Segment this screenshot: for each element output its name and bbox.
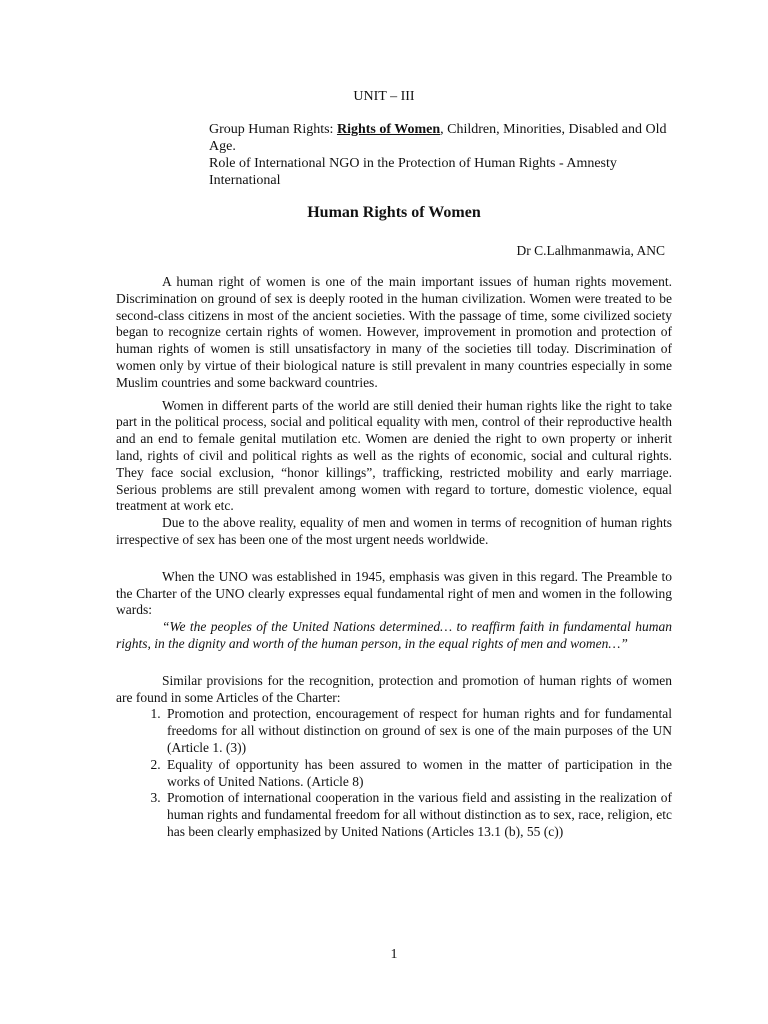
syllabus-highlight: Rights of Women — [336, 122, 441, 137]
document-body — [116, 274, 672, 841]
syllabus-line-1-suffix: , Children, Minorities, Disabled and Old Age. — [209, 122, 667, 154]
charter-articles-list — [116, 706, 672, 840]
paragraph-3: Due to the above reality, equality of men and women in terms of recognition of human rights irrespective of sex has been one of the most urgent needs worldwide. — [116, 515, 672, 547]
paragraph-4: When the UNO was established in 1945, emphasis was given in this regard. The Preamble to the Charter of the UNO clearly expresses equal fundamental right of men and women in the following wards: — [116, 568, 672, 618]
list-item: 3. Promotion of international cooperation in the various field and assisting in the realization of human rights and fundamental freedom for all without distinction as to sex, race, religion, etc has been clearly emphasized by United Nations (Articles 13.1 (b), 55 (c)) — [164, 790, 672, 840]
unit-heading: UNIT – III — [353, 89, 415, 104]
paragraph-5: Similar provisions for the recognition, protection and promotion of human rights of women are found in some Articles of the Charter: — [116, 672, 672, 705]
author-line: Dr C.Lalhmanmawia, ANC — [516, 243, 665, 258]
paragraph-1: A human right of women is one of the main important issues of human rights movement. Discrimination on ground of sex is deeply rooted in the human civilization. Women were treated to be second-class citizens in most of the ancient societies. With the passage of time, some civilized society began to recognize certain rights of women. However, improvement in promotion and protection of human rights of women is still unsatisfactory in many of the societies till today. Discrimination of women only by virtue of their biological nature is still prevalent in many countries especially in some Muslim countries and some backward countries. — [116, 274, 672, 390]
list-item: 1. Promotion and protection, encouragement of respect for human rights and for fundamental freedoms for all without distinction on ground of sex is one of the main purposes of the UN (Article 1. (3)) — [164, 706, 672, 756]
syllabus-line-1-prefix: Group Human Rights: — [209, 122, 337, 137]
syllabus-line-1 — [209, 121, 669, 155]
syllabus-line-2: Role of International NGO in the Protection of Human Rights - Amnesty International — [209, 156, 617, 188]
list-item: 2. Equality of opportunity has been assured to women in the matter of participation in the works of United Nations. (Article 8) — [164, 757, 672, 791]
charter-quote: “We the peoples of the United Nations determined… to reaffirm faith in fundamental human rights, in the dignity and worth of the human person, in the equal rights of men and women…” — [116, 619, 672, 651]
syllabus-block — [209, 121, 669, 189]
page-number: 1 — [390, 947, 398, 962]
paragraph-2: Women in different parts of the world are still denied their human rights like the right to take part in the political process, social and political equality with men, control of their reproductive health and an end to female genital mutilation etc. Women are denied the right to own property or inherit land, rights of civil and political rights as well as the rights of economic, social and cultural rights. They face social exclusion, “honor killings”, trafficking, restricted mobility and early marriage. Serious problems are still prevalent among women with regard to torture, domestic violence, equal treatment at work etc. — [116, 397, 672, 514]
document-title: Human Rights of Women — [307, 204, 481, 221]
